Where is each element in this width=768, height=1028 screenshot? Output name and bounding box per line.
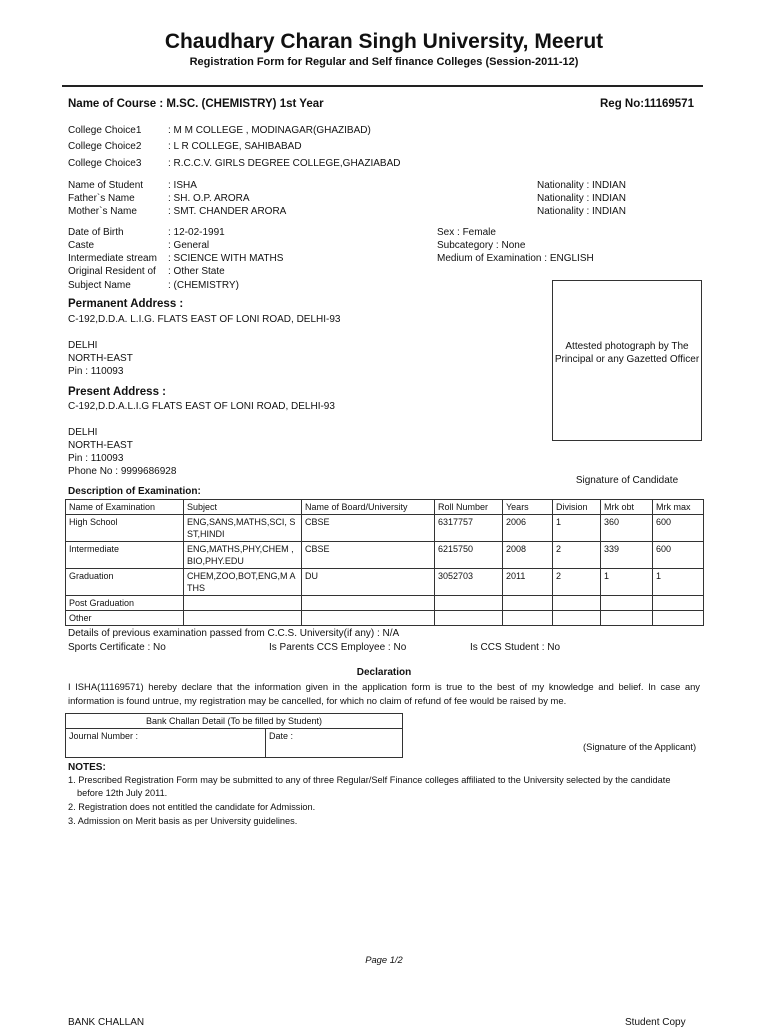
exam-description-heading: Description of Examination: bbox=[68, 486, 201, 497]
table-row bbox=[66, 596, 704, 611]
col-header: Subject bbox=[184, 500, 302, 515]
table-cell: ENG,SANS,MATHS,SCI, SST,HINDI bbox=[184, 515, 302, 542]
college-choice3-value: : R.C.C.V. GIRLS DEGREE COLLEGE,GHAZIABAD bbox=[168, 158, 401, 169]
table-cell bbox=[503, 596, 553, 611]
subject-value: : (CHEMISTRY) bbox=[168, 280, 239, 291]
bank-challan-box bbox=[65, 713, 403, 758]
table-cell: 600 bbox=[653, 542, 704, 569]
challan-title: Bank Challan Detail (To be filled by Student) bbox=[66, 714, 403, 729]
table-cell: 600 bbox=[653, 515, 704, 542]
table-cell bbox=[302, 611, 435, 626]
table-cell: 2011 bbox=[503, 569, 553, 596]
note-item: 2. Registration does not entitled the candidate for Admission. bbox=[68, 802, 316, 812]
table-row bbox=[66, 542, 704, 569]
mother-name-value: : SMT. CHANDER ARORA bbox=[168, 206, 287, 217]
college-choice3-label: College Choice3 bbox=[68, 158, 142, 169]
is-ccs-student: Is CCS Student : No bbox=[470, 642, 561, 653]
present-address-pin: Pin : 110093 bbox=[68, 453, 124, 464]
sex-value: Sex : Female bbox=[437, 227, 496, 238]
table-cell: 1 bbox=[553, 515, 601, 542]
photo-instruction: Attested photograph by The Principal or any Gazetted Officer bbox=[554, 341, 700, 365]
subcategory-value: Subcategory : None bbox=[437, 240, 526, 251]
table-cell: 2008 bbox=[503, 542, 553, 569]
permanent-address-line: C-192,D.D.A. L.I.G. FLATS EAST OF LONI ROAD, DELHI-93 bbox=[68, 314, 341, 325]
table-cell: Other bbox=[66, 611, 184, 626]
journal-number-field: Journal Number : bbox=[66, 729, 266, 758]
col-header: Years bbox=[503, 500, 553, 515]
course-name: Name of Course : M.SC. (CHEMISTRY) 1st Year bbox=[68, 98, 324, 110]
header-divider bbox=[62, 85, 703, 87]
table-cell: 2 bbox=[553, 542, 601, 569]
table-cell bbox=[601, 611, 653, 626]
college-choice1-label: College Choice1 bbox=[68, 125, 142, 136]
table-cell: Post Graduation bbox=[66, 596, 184, 611]
permanent-address-heading: Permanent Address : bbox=[68, 298, 184, 310]
previous-exam-details: Details of previous examination passed from C.C.S. University(if any) : N/A bbox=[68, 628, 400, 639]
table-row bbox=[66, 611, 704, 626]
col-header: Name of Examination bbox=[66, 500, 184, 515]
table-cell bbox=[553, 596, 601, 611]
resident-value: : Other State bbox=[168, 266, 225, 277]
table-cell: Intermediate bbox=[66, 542, 184, 569]
declaration-heading: Declaration bbox=[356, 667, 412, 678]
student-nationality: Nationality : INDIAN bbox=[537, 180, 626, 191]
student-name-label: Name of Student bbox=[68, 180, 144, 191]
table-cell: 6317757 bbox=[435, 515, 503, 542]
resident-label: Original Resident of bbox=[68, 266, 156, 277]
table-row bbox=[66, 569, 704, 596]
col-header: Mrk obt bbox=[601, 500, 653, 515]
dob-value: : 12-02-1991 bbox=[168, 227, 225, 238]
phone-number: Phone No : 9999686928 bbox=[68, 466, 177, 477]
mother-nationality: Nationality : INDIAN bbox=[537, 206, 626, 217]
father-name-label: Father`s Name bbox=[68, 193, 135, 204]
note-item: 3. Admission on Merit basis as per University guidelines. bbox=[68, 816, 298, 826]
table-cell: 360 bbox=[601, 515, 653, 542]
present-address-heading: Present Address : bbox=[68, 386, 166, 398]
table-cell: 6215750 bbox=[435, 542, 503, 569]
col-header: Roll Number bbox=[435, 500, 503, 515]
table-cell bbox=[553, 611, 601, 626]
table-cell bbox=[435, 611, 503, 626]
table-cell: 1 bbox=[601, 569, 653, 596]
caste-label: Caste bbox=[68, 240, 95, 251]
table-cell bbox=[653, 596, 704, 611]
registration-number: Reg No:11169571 bbox=[600, 98, 694, 110]
permanent-address-city: DELHI bbox=[68, 340, 98, 351]
note-item: before 12th July 2011. bbox=[77, 788, 168, 798]
stream-value: : SCIENCE WITH MATHS bbox=[168, 253, 284, 264]
table-cell: DU bbox=[302, 569, 435, 596]
university-title: Chaudhary Charan Singh University, Meerut bbox=[164, 30, 604, 53]
table-cell: High School bbox=[66, 515, 184, 542]
table-cell: CBSE bbox=[302, 542, 435, 569]
student-name-value: : ISHA bbox=[168, 180, 197, 191]
sports-certificate: Sports Certificate : No bbox=[68, 642, 166, 653]
candidate-signature-label: Signature of Candidate bbox=[575, 475, 679, 486]
notes-heading: NOTES: bbox=[68, 762, 106, 773]
student-copy-footer: Student Copy bbox=[625, 1017, 686, 1028]
table-cell: CHEM,ZOO,BOT,ENG,M ATHS bbox=[184, 569, 302, 596]
table-cell: 339 bbox=[601, 542, 653, 569]
subject-label: Subject Name bbox=[68, 280, 131, 291]
table-cell bbox=[435, 596, 503, 611]
table-cell: CBSE bbox=[302, 515, 435, 542]
col-header: Mrk max bbox=[653, 500, 704, 515]
challan-date-field: Date : bbox=[266, 729, 403, 758]
table-cell: ENG,MATHS,PHY,CHEM ,BIO,PHY.EDU bbox=[184, 542, 302, 569]
table-cell: Graduation bbox=[66, 569, 184, 596]
college-choice2-label: College Choice2 bbox=[68, 141, 142, 152]
table-cell: 2006 bbox=[503, 515, 553, 542]
parents-ccs-employee: Is Parents CCS Employee : No bbox=[269, 642, 407, 653]
table-cell bbox=[184, 596, 302, 611]
caste-value: : General bbox=[168, 240, 210, 251]
table-cell bbox=[302, 596, 435, 611]
bank-challan-footer: BANK CHALLAN bbox=[68, 1017, 145, 1028]
present-address-line: C-192,D.D.A.L.I.G FLATS EAST OF LONI ROAD, DELHI-93 bbox=[68, 401, 335, 412]
table-cell bbox=[184, 611, 302, 626]
page-number: Page 1/2 bbox=[365, 954, 403, 965]
table-cell bbox=[653, 611, 704, 626]
col-header: Division bbox=[553, 500, 601, 515]
dob-label: Date of Birth bbox=[68, 227, 124, 238]
father-name-value: : SH. O.P. ARORA bbox=[168, 193, 250, 204]
college-choice2-value: : L R COLLEGE, SAHIBABAD bbox=[168, 141, 302, 152]
declaration-text: I ISHA(11169571) hereby declare that the information given in the application form is true to the best of my knowledge and belief. In case any information is found untrue, my registration may be cancelled, for which no claim of refund of fee would be raised by me. bbox=[68, 681, 700, 706]
table-cell: 2 bbox=[553, 569, 601, 596]
permanent-address-district: NORTH-EAST bbox=[68, 353, 133, 364]
permanent-address-pin: Pin : 110093 bbox=[68, 366, 124, 377]
note-item: 1. Prescribed Registration Form may be submitted to any of three Regular/Self Finance colleges affiliated to the University selected by the candidate bbox=[68, 775, 671, 785]
table-row bbox=[66, 515, 704, 542]
exam-table bbox=[65, 499, 704, 626]
photo-box bbox=[552, 280, 702, 441]
table-cell bbox=[503, 611, 553, 626]
table-cell: 3052703 bbox=[435, 569, 503, 596]
college-choice1-value: : M M COLLEGE , MODINAGAR(GHAZIBAD) bbox=[168, 125, 371, 136]
present-address-district: NORTH-EAST bbox=[68, 440, 133, 451]
form-subtitle: Registration Form for Regular and Self finance Colleges (Session-2011-12) bbox=[189, 56, 579, 68]
table-cell: 1 bbox=[653, 569, 704, 596]
mother-name-label: Mother`s Name bbox=[68, 206, 137, 217]
stream-label: Intermediate stream bbox=[68, 253, 157, 264]
col-header: Name of Board/University bbox=[302, 500, 435, 515]
medium-value: Medium of Examination : ENGLISH bbox=[437, 253, 594, 264]
applicant-signature-label: (Signature of the Applicant) bbox=[583, 741, 697, 752]
table-cell bbox=[601, 596, 653, 611]
present-address-city: DELHI bbox=[68, 427, 98, 438]
table-header-row bbox=[66, 500, 704, 515]
father-nationality: Nationality : INDIAN bbox=[537, 193, 626, 204]
